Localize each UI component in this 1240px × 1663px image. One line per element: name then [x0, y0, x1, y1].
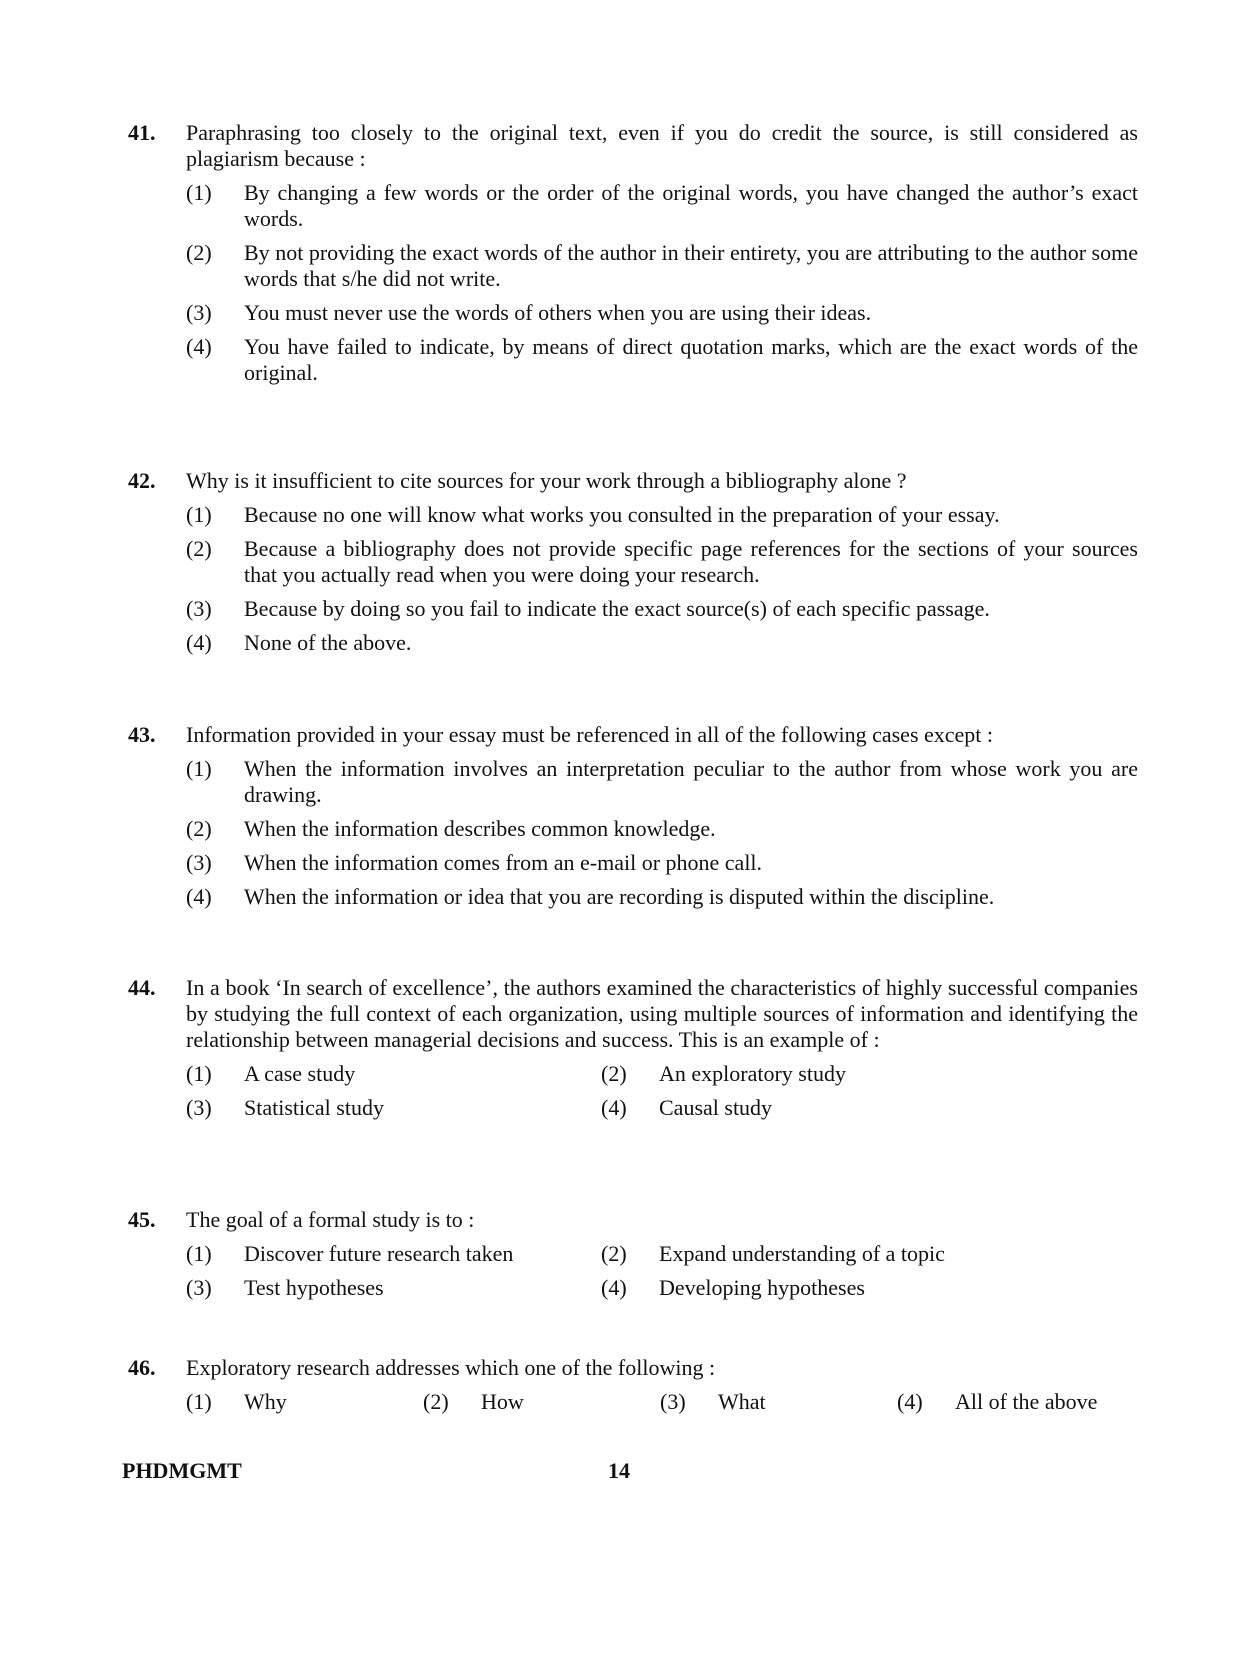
option-number: (3) [186, 1275, 212, 1300]
option-4 [601, 1275, 1016, 1301]
option-2 [186, 536, 1138, 588]
option-number: (1) [186, 1241, 212, 1266]
option-number: (1) [186, 1389, 212, 1414]
option-3 [186, 596, 1138, 622]
question-41 [128, 120, 1138, 386]
option-2 [601, 1241, 1016, 1267]
option-1 [186, 1061, 601, 1087]
option-text: By not providing the exact words of the author in their entirety, you are attributing to the author some words that s/he did not write. [244, 240, 1138, 291]
question-text: Exploratory research addresses which one of the following : [186, 1355, 716, 1380]
question-text: In a book ‘In search of excellence’, the authors examined the characteristics of highly successful companies by studying the full context of each organization, using multiple sources of information and identifying the relationship between managerial decisions and success. This is an example of : [186, 975, 1138, 1052]
option-text: You have failed to indicate, by means of direct quotation marks, which are the exact words of the original. [244, 334, 1138, 385]
option-text: Discover future research taken [244, 1241, 514, 1266]
option-4 [186, 630, 1138, 656]
option-number: (3) [186, 596, 212, 621]
option-text: When the information describes common knowledge. [244, 816, 716, 841]
option-text: You must never use the words of others when you are using their ideas. [244, 300, 872, 325]
option-number: (2) [601, 1061, 627, 1086]
option-number: (3) [186, 300, 212, 325]
question-text: Paraphrasing too closely to the original text, even if you do credit the source, is still considered as plagiarism because : [186, 120, 1138, 171]
option-number: (1) [186, 502, 212, 527]
option-text: When the information involves an interpretation peculiar to the author from whose work you are drawing. [244, 756, 1138, 807]
option-3 [186, 1095, 601, 1121]
option-1 [186, 1241, 601, 1267]
option-number: (1) [186, 180, 212, 205]
question-text: The goal of a formal study is to : [186, 1207, 475, 1232]
option-3 [186, 850, 1138, 876]
option-1 [186, 502, 1138, 528]
question-number: 42. [128, 468, 156, 493]
question-number: 44. [128, 975, 156, 1000]
option-3 [186, 300, 1138, 326]
option-text: Causal study [659, 1095, 773, 1120]
option-text: By changing a few words or the order of the original words, you have changed the author’s exact words. [244, 180, 1138, 231]
option-text: None of the above. [244, 630, 412, 655]
option-number: (4) [186, 630, 212, 655]
option-4 [186, 884, 1138, 910]
page-number: 14 [608, 1458, 630, 1483]
option-text: Test hypotheses [244, 1275, 384, 1300]
option-text: Why [244, 1389, 287, 1414]
option-2 [186, 816, 1138, 842]
option-text: Because no one will know what works you consulted in the preparation of your essay. [244, 502, 1000, 527]
option-number: (4) [601, 1275, 627, 1300]
option-number: (1) [186, 756, 212, 781]
option-number: (4) [186, 334, 212, 359]
option-4 [897, 1389, 1134, 1415]
question-42 [128, 468, 1138, 656]
question-number: 45. [128, 1207, 156, 1232]
option-number: (4) [601, 1095, 627, 1120]
option-text: When the information comes from an e-mail or phone call. [244, 850, 763, 875]
question-text: Why is it insufficient to cite sources for your work through a bibliography alone ? [186, 468, 907, 493]
option-number: (3) [186, 850, 212, 875]
question-number: 46. [128, 1355, 156, 1380]
option-number: (1) [186, 1061, 212, 1086]
option-text: All of the above [955, 1389, 1098, 1414]
option-4 [601, 1095, 1016, 1121]
option-text: An exploratory study [659, 1061, 846, 1086]
question-text: Information provided in your essay must be referenced in all of the following cases except : [186, 722, 994, 747]
question-45 [128, 1207, 1138, 1301]
option-text: Because by doing so you fail to indicate the exact source(s) of each specific passage. [244, 596, 990, 621]
question-43 [128, 722, 1138, 910]
option-3 [660, 1389, 897, 1415]
option-text: When the information or idea that you are recording is disputed within the discipline. [244, 884, 995, 909]
option-1 [186, 756, 1138, 808]
option-text: Statistical study [244, 1095, 384, 1120]
option-2 [423, 1389, 660, 1415]
option-number: (2) [423, 1389, 449, 1414]
option-3 [186, 1275, 601, 1301]
option-text: A case study [244, 1061, 356, 1086]
option-number: (4) [186, 884, 212, 909]
question-46 [128, 1355, 1138, 1415]
option-number: (2) [601, 1241, 627, 1266]
paper-code: PHDMGMT [122, 1458, 242, 1483]
option-text: What [718, 1389, 766, 1414]
option-text: How [481, 1389, 524, 1414]
option-number: (2) [186, 240, 212, 265]
option-4 [186, 334, 1138, 386]
option-text: Developing hypotheses [659, 1275, 865, 1300]
question-number: 41. [128, 120, 156, 145]
option-number: (3) [186, 1095, 212, 1120]
option-number: (3) [660, 1389, 686, 1414]
option-2 [186, 240, 1138, 292]
option-2 [601, 1061, 1016, 1087]
question-number: 43. [128, 722, 156, 747]
option-1 [186, 180, 1138, 232]
option-text: Because a bibliography does not provide specific page references for the sections of your sources that you actually read when you were doing your research. [244, 536, 1138, 587]
option-number: (2) [186, 816, 212, 841]
option-number: (2) [186, 536, 212, 561]
option-number: (4) [897, 1389, 923, 1414]
option-text: Expand understanding of a topic [659, 1241, 945, 1266]
option-1 [186, 1389, 423, 1415]
question-44 [128, 975, 1138, 1121]
